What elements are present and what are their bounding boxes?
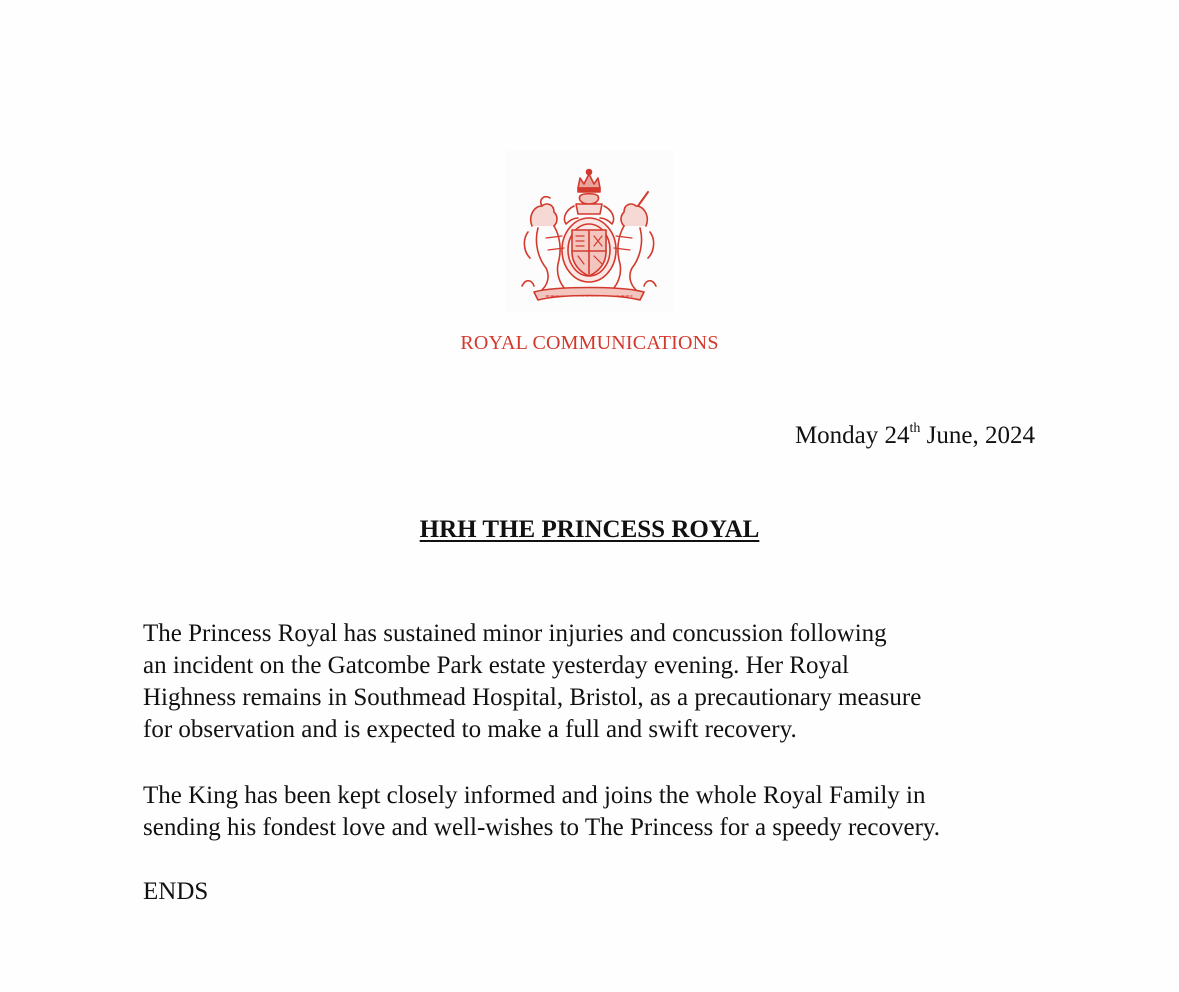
- statement-heading: HRH THE PRINCESS ROYAL: [419, 516, 760, 543]
- date-day: 24: [884, 422, 910, 449]
- release-date: [795, 422, 1035, 450]
- statement-end-marker: [143, 876, 1043, 908]
- date-suffix: th: [909, 420, 921, 436]
- royal-coat-of-arms-icon: [516, 166, 662, 306]
- date-weekday: Monday: [794, 422, 879, 449]
- statement-paragraph-1: [143, 618, 1043, 746]
- paragraph-line: an incident on the Gatcombe Park estate yesterday evening. Her Royal: [143, 652, 850, 679]
- paragraph-line: sending his fondest love and well-wishes to The Princess for a speedy recovery.: [143, 814, 941, 841]
- ends-label: ENDS: [143, 878, 209, 905]
- paragraph-line: The King has been kept closely informed and joins the whole Royal Family in: [143, 782, 926, 809]
- statement-paragraph-2: [143, 780, 1043, 844]
- paragraph-line: Highness remains in Southmead Hospital, Bristol, as a precautionary measure: [143, 684, 922, 711]
- organisation-name: ROYAL COMMUNICATIONS: [460, 332, 719, 354]
- paragraph-line: The Princess Royal has sustained minor injuries and concussion following: [143, 620, 887, 647]
- date-month-year: June, 2024: [926, 422, 1035, 449]
- paragraph-line: for observation and is expected to make a full and swift recovery.: [143, 716, 797, 743]
